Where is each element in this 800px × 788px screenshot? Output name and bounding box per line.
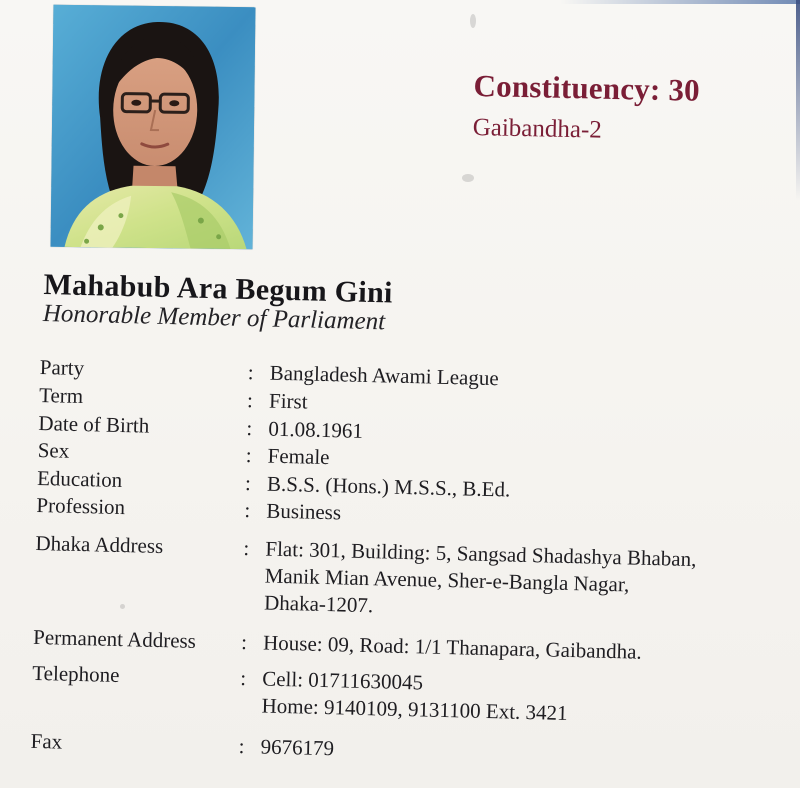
detail-row-fax	[0, 727, 791, 761]
separator: :	[247, 360, 254, 385]
fax-value: 9676179	[260, 734, 335, 761]
term-label: Term	[38, 382, 84, 409]
detail-row-dhaka-address	[0, 529, 796, 618]
term-value: First	[268, 388, 308, 414]
scan-edge-top	[560, 0, 800, 4]
telephone-value	[261, 666, 568, 727]
sex-value: Female	[267, 443, 330, 470]
education-label: Education	[36, 465, 123, 493]
date-of-birth-label: Date of Birth	[38, 410, 150, 438]
dhaka-address-line: Flat: 301, Building: 5, Sangsad Shadashya Bhaban,	[265, 536, 697, 572]
date-of-birth-value: 01.08.1961	[268, 416, 364, 443]
separator: :	[240, 630, 248, 655]
permanent-address-label: Permanent Address	[32, 624, 197, 653]
party-value: Bangladesh Awami League	[269, 360, 500, 391]
separator: :	[243, 536, 250, 561]
dhaka-address-line: Dhaka-1207.	[263, 590, 374, 618]
detail-row-date-of-birth	[0, 409, 799, 443]
profession-label: Profession	[36, 492, 126, 520]
profession-value: Business	[266, 498, 342, 525]
detail-row-telephone	[0, 659, 792, 725]
separator: :	[246, 388, 254, 413]
separator: :	[246, 416, 253, 441]
party-label: Party	[39, 355, 85, 381]
separator: :	[244, 471, 252, 496]
constituency-number: Constituency: 30	[473, 68, 701, 108]
separator: :	[238, 733, 245, 759]
telephone-label: Telephone	[32, 660, 120, 688]
education-value: B.S.S. (Hons.) M.S.S., B.Ed.	[266, 471, 511, 502]
sex-label: Sex	[37, 437, 70, 463]
telephone-cell: Cell: 01711630045	[261, 666, 424, 695]
dhaka-address-line: Manik Mian Avenue, Sher-e-Bangla Nagar,	[264, 563, 630, 597]
separator: :	[239, 665, 247, 691]
detail-row-party	[0, 353, 800, 391]
permanent-address-value: House: 09, Road: 1/1 Thanapara, Gaibandha.	[262, 630, 643, 664]
dhaka-address-value	[264, 536, 697, 628]
dhaka-address-label: Dhaka Address	[35, 530, 164, 559]
fax-label: Fax	[30, 728, 63, 754]
separator: :	[245, 443, 252, 468]
separator: :	[244, 498, 251, 523]
member-title: Honorable Member of Parliament	[42, 299, 386, 336]
member-name: Mahabub Ara Begum Gini	[43, 268, 394, 310]
detail-row-education	[0, 464, 797, 502]
constituency-area: Gaibandha-2	[472, 113, 603, 144]
telephone-home: Home: 9140109, 9131100 Ext. 3421	[261, 693, 568, 725]
